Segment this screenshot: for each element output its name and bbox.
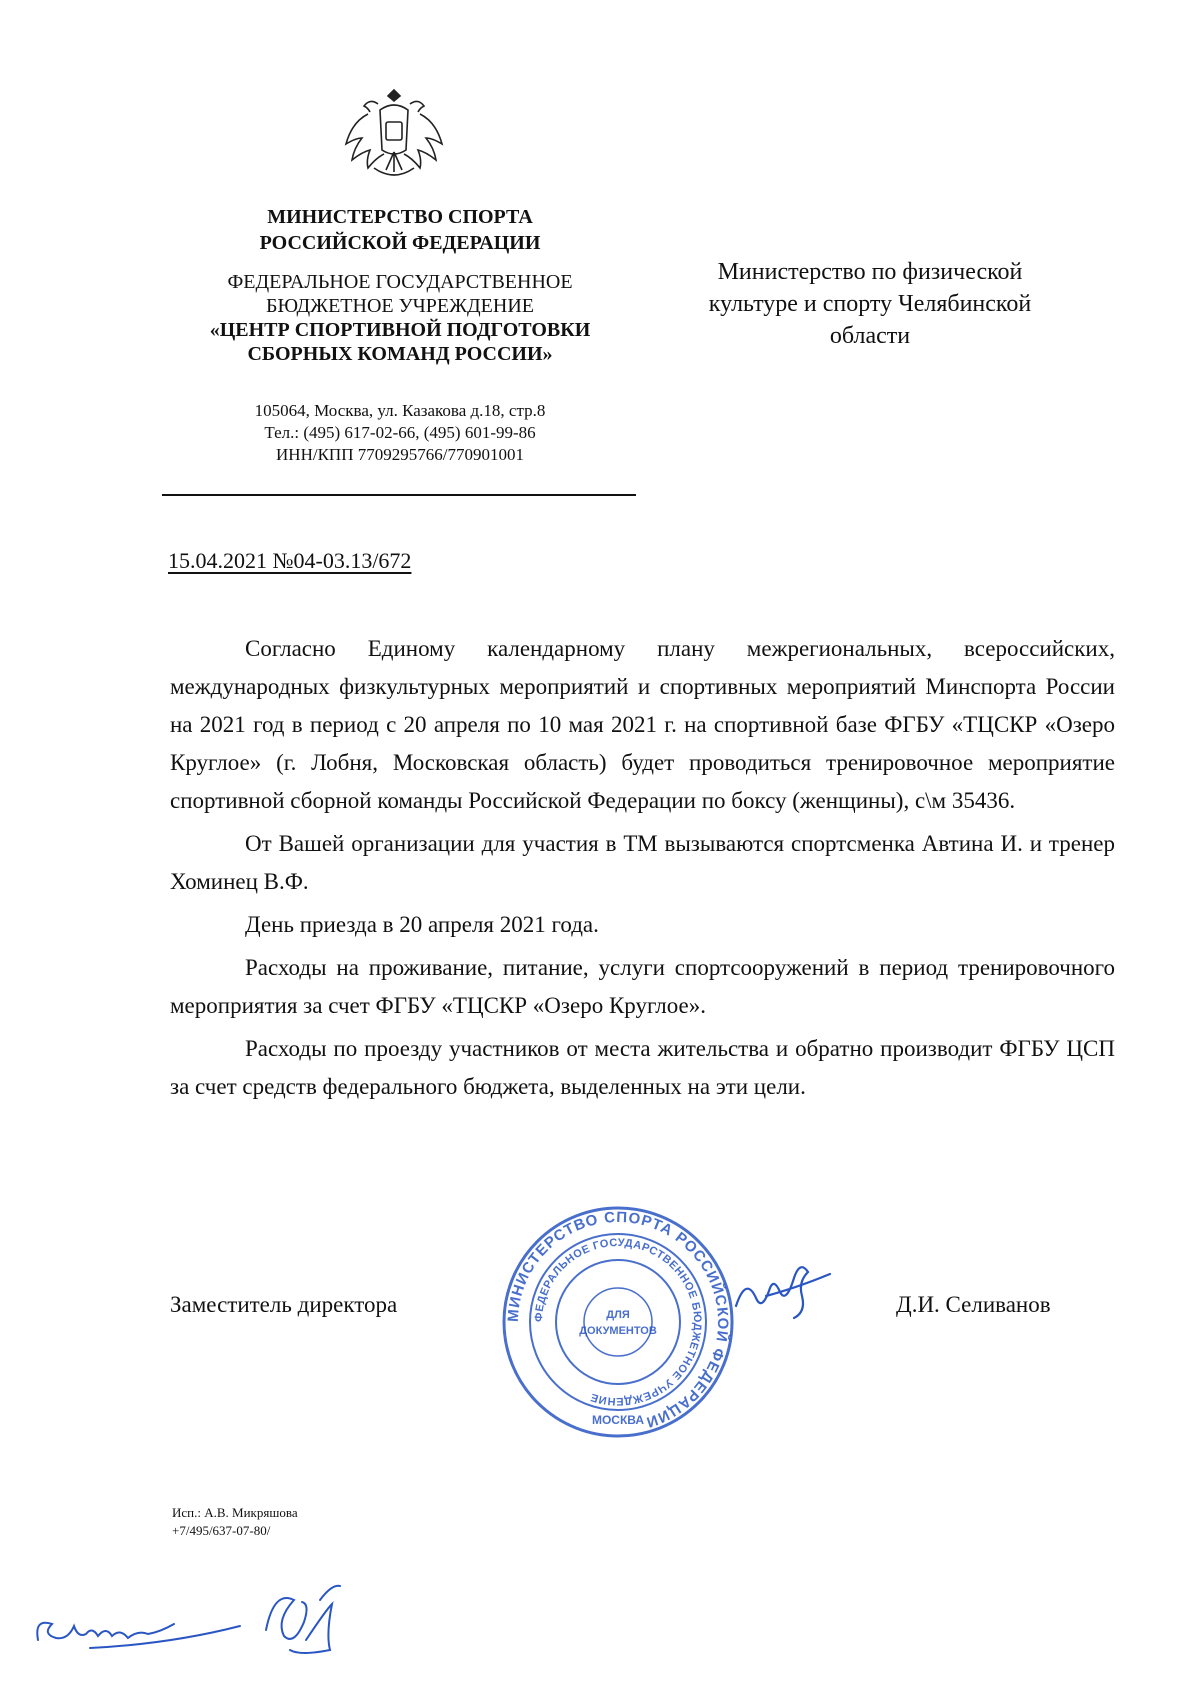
executor-phone: +7/495/637-07-80/ — [172, 1523, 271, 1538]
stamp-outer-text: МИНИСТЕРСТВО СПОРТА РОССИЙСКОЙ ФЕДЕРАЦИИ — [504, 1208, 732, 1431]
stamp-city: МОСКВА — [591, 1413, 645, 1427]
ministry-line: МИНИСТЕРСТВО СПОРТА — [267, 206, 533, 228]
recipient-block — [660, 256, 1080, 352]
handwritten-initials — [30, 1570, 400, 1660]
stamp-center-line: ДОКУМЕНТОВ — [579, 1325, 657, 1337]
org-name-line: СБОРНЫХ КОМАНД РОССИИ» — [247, 343, 553, 365]
recipient-line: Министерство по физической — [717, 259, 1023, 285]
coat-of-arms-icon — [338, 80, 450, 192]
signer-title: Заместитель директора — [170, 1292, 398, 1317]
handwritten-signature — [730, 1262, 840, 1332]
header-divider — [162, 494, 636, 496]
org-type-line: БЮДЖЕТНОЕ УЧРЕЖДЕНИЕ — [265, 295, 535, 317]
letter-body — [170, 630, 1115, 1111]
official-stamp — [498, 1202, 738, 1442]
recipient-line: области — [829, 323, 911, 349]
org-address: 105064, Москва, ул. Казакова д.18, стр.8 — [254, 401, 546, 420]
executor-name: Исп.: А.В. Микряшова — [172, 1505, 298, 1520]
stamp-inner-text: ФЕДЕРАЛЬНОЕ ГОСУДАРСТВЕННОЕ БЮДЖЕТНОЕ УЧРЕЖДЕНИЕ — [532, 1236, 704, 1408]
signer-name: Д.И. Селиванов — [896, 1292, 1051, 1317]
org-type-line: ФЕДЕРАЛЬНОЕ ГОСУДАРСТВЕННОЕ — [227, 271, 573, 293]
org-contacts — [160, 400, 640, 466]
document-reference: 15.04.2021 №04-03.13/672 — [168, 548, 412, 573]
svg-text:ФЕДЕРАЛЬНОЕ ГОСУДАРСТВЕННОЕ БЮ — [533, 1237, 703, 1407]
body-paragraph: День приезда в 20 апреля 2021 года. — [245, 912, 599, 937]
org-name-line: «ЦЕНТР СПОРТИВНОЙ ПОДГОТОВКИ — [209, 319, 591, 341]
body-paragraph: Согласно Единому календарному плану межрегиональных, всероссийских, международных физкультурных мероприятий и спортивных мероприятий Минспорта России на 2021 год в период с 20 апреля по 10 мая 2021 г. на спортивной базе ФГБУ «ТЦСКР «Озеро Круглое» (г. Лобня, Московская область) будет проводиться тренировочное мероприятие спортивной сборной команды Российской Федерации по боксу (женщины), с\м 35436. — [170, 636, 1115, 813]
recipient-line: культуре и спорту Челябинской — [708, 291, 1032, 317]
ministry-name — [160, 204, 640, 256]
body-paragraph: Расходы по проезду участников от места жительства и обратно производит ФГБУ ЦСП за счет средств федерального бюджета, выделенных на эти цели. — [170, 1036, 1115, 1099]
org-inn: ИНН/КПП 7709295766/770901001 — [276, 445, 524, 464]
ministry-line: РОССИЙСКОЙ ФЕДЕРАЦИИ — [259, 232, 541, 254]
org-phone: Тел.: (495) 617-02-66, (495) 601-99-86 — [264, 423, 536, 442]
body-paragraph: От Вашей организации для участия в ТМ вызываются спортсменка Автина И. и тренер Хоминец В.Ф. — [170, 831, 1115, 894]
executor-info — [172, 1504, 298, 1540]
body-paragraph: Расходы на проживание, питание, услуги спортсооружений в период тренировочного мероприятия за счет ФГБУ «ТЦСКР «Озеро Круглое». — [170, 955, 1115, 1018]
stamp-center-line: ДЛЯ — [606, 1309, 630, 1321]
organization-block — [160, 270, 640, 366]
